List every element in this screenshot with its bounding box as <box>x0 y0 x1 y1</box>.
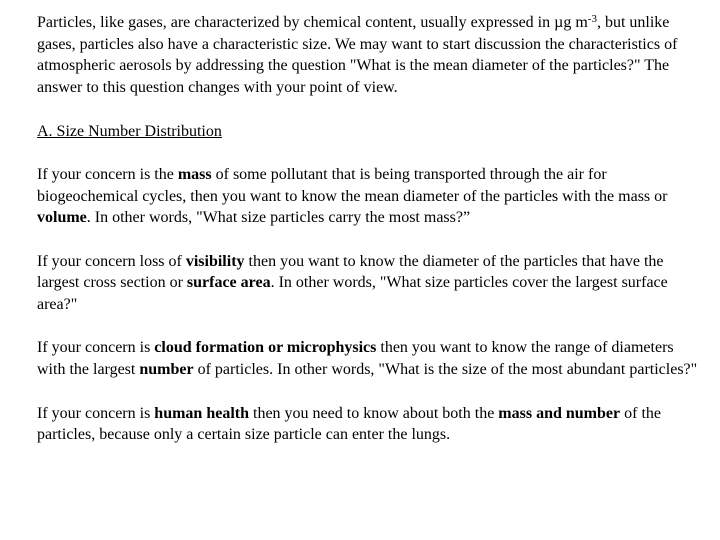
health-paragraph: If your concern is human health then you need to know about both the mass and number of the particles, because only a certain size particle can enter the lungs. <box>37 404 661 444</box>
visibility-paragraph: If your concern loss of visibility then you want to know the diameter of the particles that have the largest cross section or surface area. In other words, "What size particles cover the largest surface area?" <box>37 252 668 314</box>
number-keyword: number <box>139 361 194 379</box>
mass-keyword: mass <box>177 165 212 183</box>
unit-mu-symbol: µ <box>554 14 564 31</box>
document-body <box>37 12 705 446</box>
section-heading: A. Size Number Distribution <box>37 122 222 140</box>
volume-keyword: volume <box>37 209 87 227</box>
cloud-keyword: cloud formation or microphysics <box>154 339 377 357</box>
surface-area-keyword: surface area <box>186 274 271 292</box>
visibility-keyword: visibility <box>185 252 245 270</box>
human-health-keyword: human health <box>154 404 249 422</box>
unit-exponent: -3 <box>587 13 597 25</box>
mass-and-number-keyword: mass and number <box>498 404 621 422</box>
mass-paragraph: If your concern is the mass of some pollutant that is being transported through the air for biogeochemical cycles, then you want to know the mean diameter of the particles with the mass or volume. In other words, "What size particles carry the most mass?” <box>37 165 668 227</box>
intro-paragraph: Particles, like gases, are characterized by chemical content, usually expressed in µg $m^{-3}$, but unlike gases, particles also have a characteristic size. We may want to start discussion the characteristics of atmospheric aerosols by addressing the question "What is the mean diameter of the particles?" The answer to this question changes with your point of view. <box>37 13 678 97</box>
cloud-paragraph: If your concern is cloud formation or microphysics then you want to know the range of diameters with the largest number of particles. In other words, "What is the size of the most abundant particles?" <box>37 339 698 379</box>
